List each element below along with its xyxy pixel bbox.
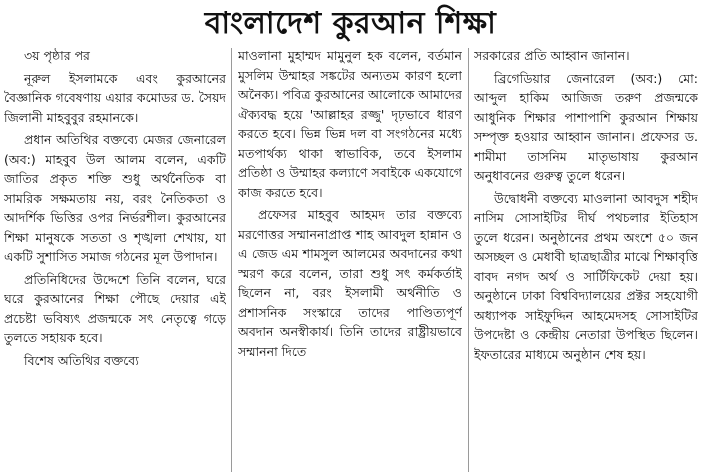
article-column-1	[4, 46, 226, 475]
continued-from-label: ৩য় পৃষ্ঠার পর	[24, 48, 90, 63]
paragraph: ব্রিগেডিয়ার জেনারেল (অব:) মো: আব্দুল হাকিম আজিজ তরুণ প্রজন্মকে আধুনিক শিক্ষার পাশাপাশি কুরআন শিক্ষায় সম্পৃক্ত হওয়ার আহ্বান জানান। প্রফেসর ড. শামীমা তাসনিম মাতৃভাষায় কুরআন অনুধাবনের গুরুত্ব তুলে ধরেন।	[474, 70, 698, 183]
article-column-2	[238, 46, 462, 475]
paragraph: মাওলানা মুহাম্মদ মামুনুল হক বলেন, বর্তমান মুসলিম উম্মাহর সঙ্কটের অন্যতম কারণ হলো অনৈক্য। পবিত্র কুরআনের আলোকে আমাদের ঐক্যবদ্ধ হয়ে 'আল্লাহর রজ্জু' দৃঢ়ভাবে ধারণ করতে হবে। ভিন্ন ভিন্ন দল বা সংগঠনের মধ্যে মতপার্থক্য থাকা স্বাভাবিক, তবে ইসলাম প্রতিষ্ঠা ও উম্মাহর কল্যাণে সবাইকে একযোগে কাজ করতে হবে।	[238, 48, 462, 200]
paragraph: উদ্বোধনী বক্তব্যে মাওলানা আবদুস শহীদ নাসিম সোসাইটির দীর্ঘ পথচলার ইতিহাস তুলে ধরেন। অনুষ্ঠানের প্রথম অংশে ৫০ জন অসচ্ছল ও মেধাবী ছাত্রছাত্রীর মাঝে শিক্ষাবৃত্তি বাবদ নগদ অর্থ ও সার্টিফিকেট দেয়া হয়। অনুষ্ঠানে ঢাকা বিশ্ববিদ্যালয়ের প্রক্টর সহযোগী অধ্যাপক সাইফুদ্দিন আহমেদসহ সোসাইটির উপদেষ্টা ও কেন্দ্রীয় নেতারা উপস্থিত ছিলেন। ইফতারের মাধ্যমে অনুষ্ঠান শেষ হয়।	[474, 190, 698, 362]
paragraph: নূরুল ইসলামকে এবং কুরআনের বৈজ্ঞানিক গবেষণায় এয়ার কমোডর ড. সৈয়দ জিলানী মাহবুবুর রহমানকে।	[4, 70, 226, 125]
article-headline: বাংলাদেশ কুরআন শিক্ষা	[204, 6, 497, 41]
paragraph: প্রফেসর মাহবুব আহমদ তার বক্তব্যে মরণোত্তর সম্মাননাপ্রাপ্ত শাহ আবদুল হান্নান ও এ জেড এম শামসুল আলমের অবদানের কথা স্মরণ করে বলেন, তারা শুধু সৎ কর্মকর্তাই ছিলেন না, বরং ইসলামী অর্থনীতি ও প্রশাসনিক সংস্কারে তাদের পাণ্ডিত্যপূর্ণ অবদান অনস্বীকার্য। তিনি তাদের রাষ্ট্রীয়ভাবে সম্মাননা দিতে	[238, 207, 462, 359]
article-column-3	[474, 46, 698, 475]
column-divider-1	[231, 48, 232, 472]
paragraph: বিশেষ অতিথির বক্তব্যে	[24, 352, 139, 368]
paragraph: প্রধান অতিথির বক্তব্যে মেজর জেনারেল (অব:) মাহবুব উল আলম বলেন, একটি জাতির প্রকৃত শক্তি শুধু অর্থনৈতিক বা সামরিক সক্ষমতায় নয়, বরং নৈতিকতা ও আদর্শিক ভিত্তির ওপর নির্ভরশীল। কুরআনের শিক্ষা মানুষকে সততা ও শৃঙ্খলা শেখায়, যা একটি সুশাসিত সমাজ গঠনের মূল উপাদান।	[4, 132, 226, 264]
column-divider-2	[468, 48, 469, 472]
paragraph: প্রতিনিধিদের উদ্দেশে তিনি বলেন, ঘরে ঘরে কুরআনের শিক্ষা পৌছে দেয়ার এই প্রচেষ্টা ভবিষ্যৎ প্রজন্মকে সৎ নেতৃত্বে গড়ে তুলতে সহায়ক হবে।	[4, 271, 226, 345]
paragraph: সরকারের প্রতি আহ্বান জানান।	[474, 48, 630, 63]
